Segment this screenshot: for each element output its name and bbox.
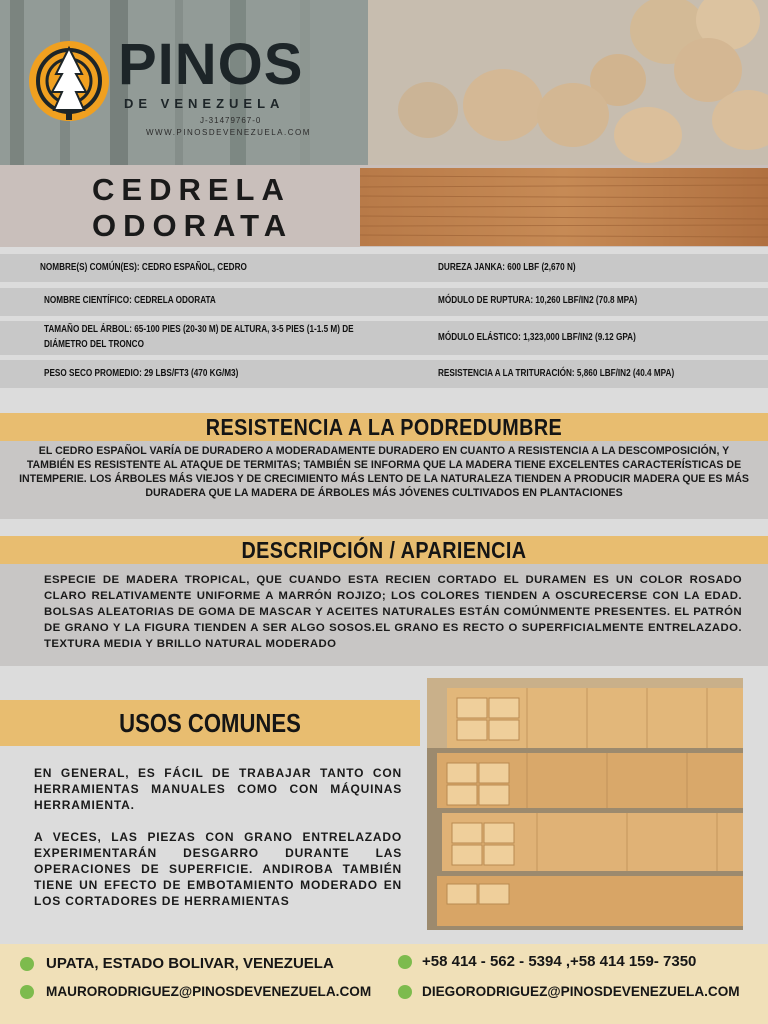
spec-common-names: NOMBRE(S) COMÚN(ES): CEDRO ESPAÑOL, CEDRO	[40, 261, 247, 273]
brand-website: WWW.PINOSDEVENEZUELA.COM	[146, 128, 311, 137]
spec-rupture: MÓDULO DE RUPTURA: 10,260 LBF/IN2 (70.8 MPA)	[438, 294, 638, 306]
wood-sample-image	[360, 168, 768, 246]
brand-rif: J-31479767-0	[200, 116, 262, 125]
logs-background-image	[368, 0, 768, 165]
footer-location: UPATA, ESTADO BOLIVAR, VENEZUELA	[46, 955, 334, 972]
email-icon	[398, 985, 412, 999]
header-banner	[0, 0, 768, 165]
spec-elastic: MÓDULO ELÁSTICO: 1,323,000 LBF/IN2 (9.12 GPA)	[438, 331, 636, 343]
location-pin-icon	[20, 957, 34, 971]
spec-scientific-name: NOMBRE CIENTÍFICO: CEDRELA ODORATA	[44, 294, 216, 306]
footer-phones[interactable]: +58 414 - 562 - 5394 ,+58 414 159- 7350	[422, 953, 697, 970]
resistencia-heading: RESISTENCIA A LA PODREDUMBRE	[205, 414, 563, 440]
species-title-line2: ODORATA	[92, 208, 294, 243]
footer-email-1[interactable]: MAURORODRIGUEZ@PINOSDEVENEZUELA.COM	[46, 984, 372, 999]
usos-paragraph-2: A VECES, LAS PIEZAS CON GRANO ENTRELAZADO EXPERIMENTARÁN DESGARRO DURANTE LAS OPERACIONES DE SUPERFICIE. ANDIROBA TAMBIÉN TIENE UN EFECTO DE EMBOTAMIENTO MODERADO EN LOS CORTADORES DE HERRAMIENTAS	[34, 830, 402, 908]
footer-email-2[interactable]: DIEGORODRIGUEZ@PINOSDEVENEZUELA.COM	[422, 984, 740, 999]
descripcion-text: ESPECIE DE MADERA TROPICAL, QUE CUANDO ESTA RECIEN CORTADO EL DURAMEN ES UN COLOR ROSADO CLARO RELATIVAMENTE UNIFORME A MARRÓN ROJIZO; LOS COLORES TIENDEN A OSCURECERSE CON LA EDAD. BOLSAS ALEATORIAS DE GOMA DE MASCAR Y ACEITES NATURALES ESTÁN COMÚNMENTE PRESENTES. EL PATRÓN DE GRANO Y LA FIGURA TIENDEN A SER ALGO SOSOS.EL GRANO ES RECTO O SUPERFICIALMENTE ENTRELAZADO. TEXTURA MEDIA Y BRILLO NATURAL MODERADO	[44, 574, 742, 650]
brand-name: PINOS	[118, 32, 304, 97]
species-title	[92, 172, 342, 244]
usos-heading: USOS COMUNES	[119, 708, 301, 738]
spec-tree-size: TAMAÑO DEL ÁRBOL: 65-100 PIES (20-30 M) DE ALTURA, 3-5 PIES (1-1.5 M) DE DIÁMETRO DEL TRONCO	[44, 323, 354, 350]
lumber-stack-image	[427, 678, 743, 930]
email-icon	[20, 985, 34, 999]
spec-janka: DUREZA JANKA: 600 LBF (2,670 N)	[438, 261, 576, 273]
resistencia-text: EL CEDRO ESPAÑOL VARÍA DE DURADERO A MODERADAMENTE DURADERO EN CUANTO A RESISTENCIA A LA DESCOMPOSICIÓN, Y TAMBIÉN ES RESISTENTE AL ATAQUE DE TERMITAS; TAMBIÉN SE INFORMA QUE LA MADERA TIENE EXCELENTES CARACTERÍSTICAS DE INTEMPERIE. LOS ÁRBOLES MÁS VIEJOS Y DE CRECIMIENTO MÁS LENTO DE LA NATURALEZA TIENDEN A PRODUCIR MADERA QUE ES MÁS DURADERA QUE LA MADERA DE ÁRBOLES MÁS JÓVENES CULTIVADOS EN PLANTACIONES	[19, 445, 749, 499]
spec-crushing: RESISTENCIA A LA TRITURACIÓN: 5,860 LBF/IN2 (40.4 MPA)	[438, 367, 675, 379]
pinos-logo-icon	[26, 38, 112, 124]
species-title-line1: CEDRELA	[92, 172, 291, 207]
brand-subtitle: DE VENEZUELA	[124, 96, 285, 111]
descripcion-heading: DESCRIPCIÓN / APARIENCIA	[241, 537, 527, 563]
whatsapp-icon	[398, 955, 412, 969]
spec-dry-weight: PESO SECO PROMEDIO: 29 LBS/FT3 (470 KG/M3)	[44, 367, 239, 379]
usos-paragraph-1: EN GENERAL, ES FÁCIL DE TRABAJAR TANTO CON HERRAMIENTAS MANUALES COMO CON MÁQUINAS HERRAMIENTA.	[34, 766, 402, 812]
